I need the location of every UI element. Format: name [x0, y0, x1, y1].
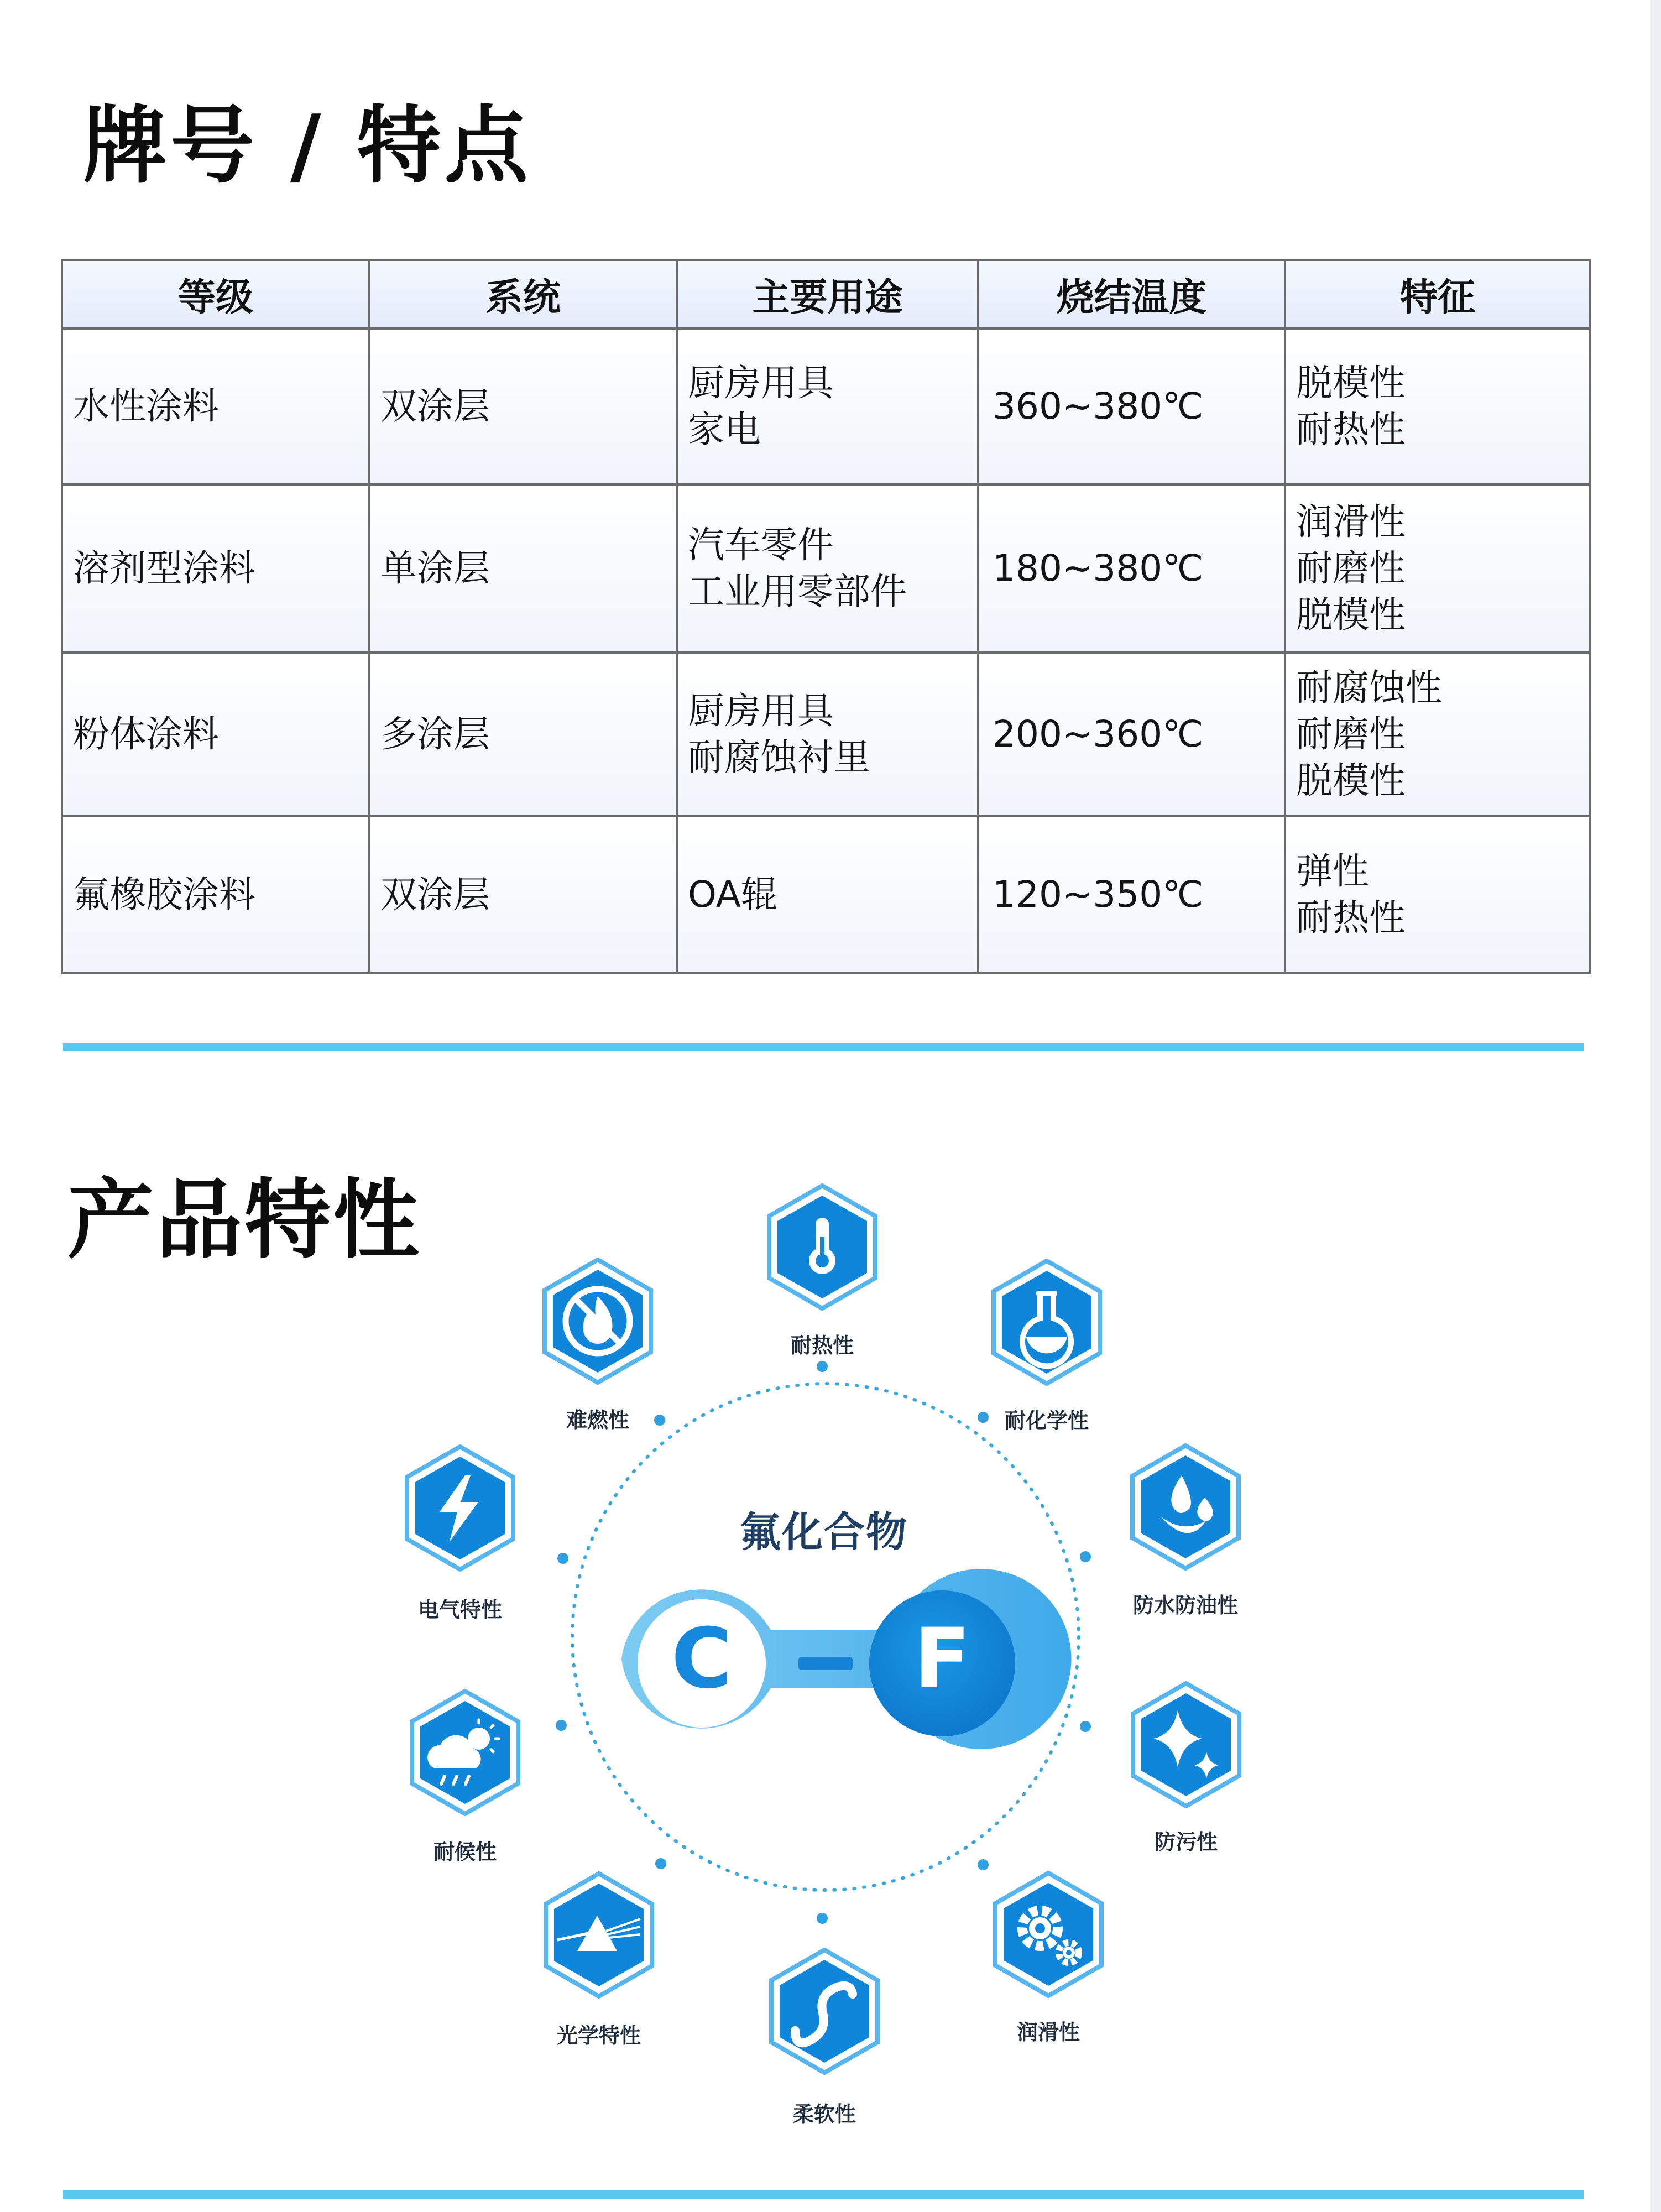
header-system: 系统 — [369, 260, 677, 328]
feature-line: 耐磨性 — [1296, 547, 1406, 589]
atom-label-c: C — [671, 1611, 733, 1707]
use-line: 耐腐蚀衬里 — [688, 736, 870, 779]
feature-label-flame-retardancy: 难燃性 — [566, 1408, 629, 1432]
wave-icon — [761, 1948, 888, 2075]
feature-label-water-oil-repellency: 防水防油性 — [1132, 1593, 1238, 1618]
feature-label-heat-resistance: 耐热性 — [790, 1333, 854, 1358]
bond-line — [798, 1657, 853, 1670]
use-line: OA辊 — [688, 873, 777, 916]
cell-system: 双涂层 — [369, 328, 677, 484]
cell-system: 多涂层 — [369, 653, 677, 816]
cell-grade: 氟橡胶涂料 — [62, 816, 369, 973]
use-line: 汽车零件 — [688, 524, 834, 566]
flask-icon — [983, 1259, 1110, 1386]
feature-line: 耐腐蚀性 — [1296, 666, 1442, 709]
feature-label-weather-resistance: 耐候性 — [433, 1840, 497, 1864]
bottom-divider — [63, 2190, 1584, 2199]
use-line: 厨房用具 — [688, 690, 834, 732]
feature-line: 耐热性 — [1296, 896, 1406, 939]
feature-line: 耐热性 — [1296, 408, 1406, 451]
section-title-grades: 牌号 / 特点 — [83, 97, 532, 195]
cell-grade: 粉体涂料 — [62, 653, 369, 816]
center-title: 氟化合物 — [740, 1509, 908, 1556]
gears-icon — [985, 1871, 1112, 1998]
feature-label-stain-resistance: 防污性 — [1154, 1830, 1218, 1854]
cell-temp: 180~380℃ — [978, 484, 1285, 653]
feature-line: 脱模性 — [1296, 362, 1406, 404]
no-fire-icon — [534, 1258, 661, 1385]
prism-icon — [535, 1871, 662, 1999]
feature-line: 脱模性 — [1296, 759, 1406, 802]
section-title-properties: 产品特性 — [67, 1170, 421, 1270]
cell-temp: 120~350℃ — [978, 816, 1285, 973]
atom-label-f: F — [913, 1611, 971, 1707]
thermometer-icon — [759, 1183, 886, 1311]
water-drops-icon — [1122, 1443, 1249, 1571]
cell-system: 双涂层 — [369, 816, 677, 973]
header-grade: 等级 — [62, 260, 369, 328]
use-line: 工业用零部件 — [688, 570, 907, 613]
feature-label-flexibility: 柔软性 — [792, 2102, 856, 2126]
feature-label-lubricity: 润滑性 — [1016, 2020, 1080, 2044]
cell-system: 单涂层 — [369, 484, 677, 653]
feature-line: 润滑性 — [1296, 500, 1406, 543]
header-features: 特征 — [1285, 260, 1590, 328]
use-line: 厨房用具 — [688, 362, 834, 404]
cell-grade: 水性涂料 — [62, 328, 369, 484]
feature-label-optical-properties: 光学特性 — [556, 2023, 641, 2048]
sparkle-icon — [1122, 1681, 1250, 1808]
weather-icon — [401, 1689, 529, 1816]
feature-line: 耐磨性 — [1296, 713, 1406, 755]
feature-line: 弹性 — [1296, 850, 1369, 893]
lightning-icon — [396, 1444, 524, 1572]
header-main-use: 主要用途 — [677, 260, 978, 328]
feature-line: 脱模性 — [1296, 593, 1406, 636]
use-line: 家电 — [688, 408, 761, 451]
feature-label-electrical-properties: 电气特性 — [417, 1598, 502, 1622]
cell-temp: 360~380℃ — [978, 328, 1285, 484]
cell-temp: 200~360℃ — [978, 653, 1285, 816]
feature-label-chemical-resistance: 耐化学性 — [1004, 1408, 1089, 1433]
cell-grade: 溶剂型涂料 — [62, 484, 369, 653]
header-sintering-temp: 烧结温度 — [978, 260, 1285, 328]
